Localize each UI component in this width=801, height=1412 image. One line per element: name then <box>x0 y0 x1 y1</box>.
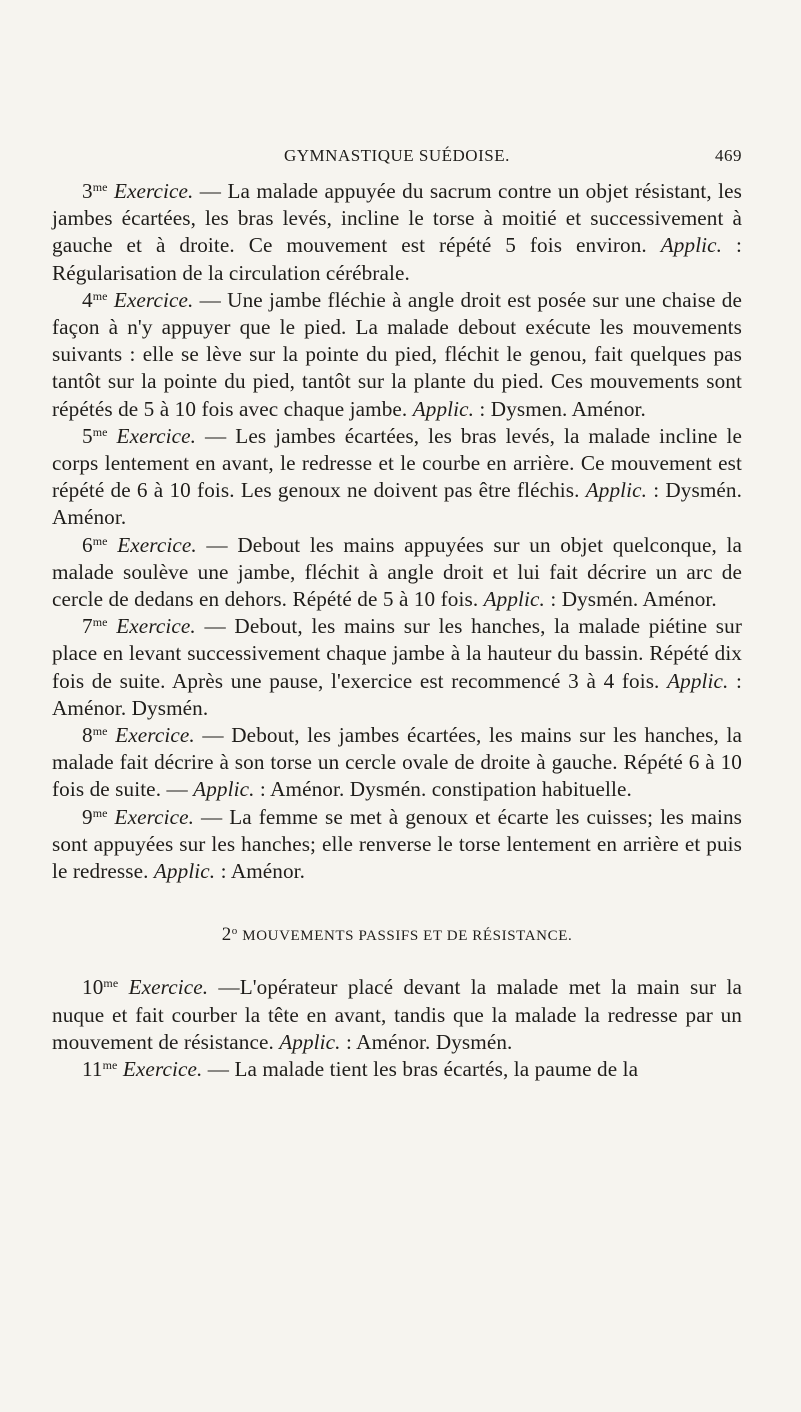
exercise-number: 9 <box>82 804 93 829</box>
application-indications: : Aménor. Dysmén. <box>52 668 742 720</box>
exercise-description: — Les jambes écartées, les bras levés, la malade incline le corps lentement en avant, le redresse et le courbe en arrière. Ce mouvement est répété de 6 à 10 fois. Les genoux ne doivent pas être fléchis. <box>52 423 742 503</box>
exercise-ordinal-suffix: me <box>92 724 108 739</box>
exercise-label: Exercice. <box>117 532 197 557</box>
exercise-ordinal-suffix: me <box>92 615 108 630</box>
exercise-list-passive <box>52 974 742 1083</box>
section-number: 2 <box>221 924 232 946</box>
exercise-ordinal-suffix: me <box>92 533 108 548</box>
exercise-description: — Debout, les jambes écartées, les mains sur les hanches, la malade fait décrire à son torse un cercle ovale de droite à gauche. Répété 6 à 10 fois de suite. — <box>52 723 742 802</box>
application-indications: : Dysmén. Aménor. <box>52 478 742 530</box>
exercise-ordinal <box>82 723 108 747</box>
application-indications: : Aménor. <box>215 859 306 884</box>
section-heading <box>52 921 742 950</box>
exercise-ordinal <box>82 1057 117 1081</box>
running-head <box>52 146 742 176</box>
application-label: Applic. <box>660 233 723 258</box>
exercise-label: Exercice. <box>115 723 195 748</box>
exercise-paragraph <box>52 1056 742 1083</box>
application-indications: : Dysmén. Aménor. <box>544 587 717 612</box>
exercise-number: 7 <box>82 614 93 639</box>
exercise-description: — Debout les mains appuyées sur un objet quelconque, la malade soulève une jambe, fléchit à angle droit et lui fait décrire un arc de cercle de dedans en dehors. Répété de 5 à 10 fois. <box>52 532 742 612</box>
page-number: 469 <box>715 146 742 165</box>
exercise-ordinal <box>82 805 108 829</box>
application-label: Applic. <box>483 587 545 612</box>
exercise-description: — La malade tient les bras écartés, la paume de la <box>202 1057 639 1082</box>
application-label: Applic. <box>279 1029 341 1054</box>
exercise-ordinal <box>82 288 108 312</box>
exercise-label: Exercice. <box>113 287 194 312</box>
exercise-paragraph <box>52 287 742 423</box>
exercise-ordinal-suffix: me <box>102 1058 118 1073</box>
application-indications: : Dysmen. Aménor. <box>474 396 646 421</box>
application-label: Applic. <box>585 478 648 503</box>
body-text <box>52 178 742 1083</box>
application-label: Applic. <box>193 777 255 802</box>
application-label: Applic. <box>153 859 216 884</box>
exercise-label: Exercice. <box>128 975 209 1000</box>
section-title: MOUVEMENTS PASSIFS ET DE RÉSISTANCE. <box>242 928 573 945</box>
exercise-ordinal-suffix: me <box>92 180 108 194</box>
exercise-ordinal-suffix: me <box>92 424 108 439</box>
exercise-list-active <box>52 178 742 885</box>
exercise-description: — La femme se met à genoux et écarte les cuisses; les mains sont appuyées sur les hanches; elle renverse le torse lentement en arrière et puis le redresse. <box>52 804 742 884</box>
section-number-suffix: o <box>231 925 238 938</box>
exercise-label: Exercice. <box>122 1057 203 1082</box>
exercise-description: — La malade appuyée du sacrum contre un objet résistant, les jambes écartées, les bras levés, incline le torse à moitié et successivement à gauche et à droite. Ce mouvement est répété 5 fois environ. <box>52 179 742 258</box>
exercise-paragraph <box>52 974 742 1056</box>
exercise-ordinal <box>82 533 108 557</box>
exercise-paragraph <box>52 178 742 287</box>
exercise-label: Exercice. <box>116 423 197 448</box>
exercise-label: Exercice. <box>116 614 196 639</box>
exercise-paragraph <box>52 532 742 614</box>
exercise-ordinal-suffix: me <box>92 805 108 820</box>
exercise-paragraph <box>52 722 742 804</box>
application-indications: : Aménor. Dysmén. <box>340 1029 513 1054</box>
exercise-label: Exercice. <box>114 804 195 829</box>
exercise-ordinal <box>82 179 108 203</box>
exercise-ordinal <box>82 424 108 448</box>
exercise-description: — Une jambe fléchie à angle droit est posée sur une chaise de façon à n'y appuyer que le pied. La malade debout exécute les mouvements suivants : elle se lève sur la pointe du pied, fléchit le genou, fait quelques pas tantôt sur la pointe du pied, tantôt sur la plante du pied. Ces mouvements sont répétés de 5 à 10 fois avec chaque jambe. <box>52 287 742 421</box>
exercise-description: —L'opérateur placé devant la malade met la main sur la nuque et fait courber la tête en avant, tandis que la malade la redresse par un mouvement de résistance. <box>52 975 742 1054</box>
application-indications: : Régularisation de la circulation cérébrale. <box>52 233 742 285</box>
application-indications: : Aménor. Dysmén. constipation habituelle. <box>254 777 632 802</box>
exercise-ordinal <box>82 975 118 999</box>
application-label: Applic. <box>667 668 729 693</box>
exercise-number: 6 <box>82 532 93 557</box>
exercise-number: 3 <box>82 179 93 203</box>
exercise-paragraph <box>52 804 742 886</box>
application-label: Applic. <box>412 396 475 421</box>
exercise-description: — Debout, les mains sur les hanches, la malade piétine sur place en levant successivement chaque jambe à la hauteur du bassin. Répété dix fois de suite. Après une pause, l'exercice est recommencé 3 à 4 fois. <box>52 614 742 693</box>
exercise-paragraph <box>52 613 742 722</box>
exercise-ordinal-suffix: me <box>103 976 119 991</box>
exercise-paragraph <box>52 423 742 532</box>
running-title: GYMNASTIQUE SUÉDOISE. <box>284 146 510 165</box>
exercise-number: 8 <box>82 723 93 748</box>
exercise-label: Exercice. <box>113 179 194 203</box>
exercise-ordinal-suffix: me <box>92 288 108 303</box>
exercise-number: 4 <box>82 287 93 312</box>
exercise-ordinal <box>82 614 108 638</box>
exercise-number: 5 <box>82 423 93 448</box>
exercise-number: 10 <box>82 975 104 1000</box>
exercise-number: 11 <box>82 1057 103 1082</box>
